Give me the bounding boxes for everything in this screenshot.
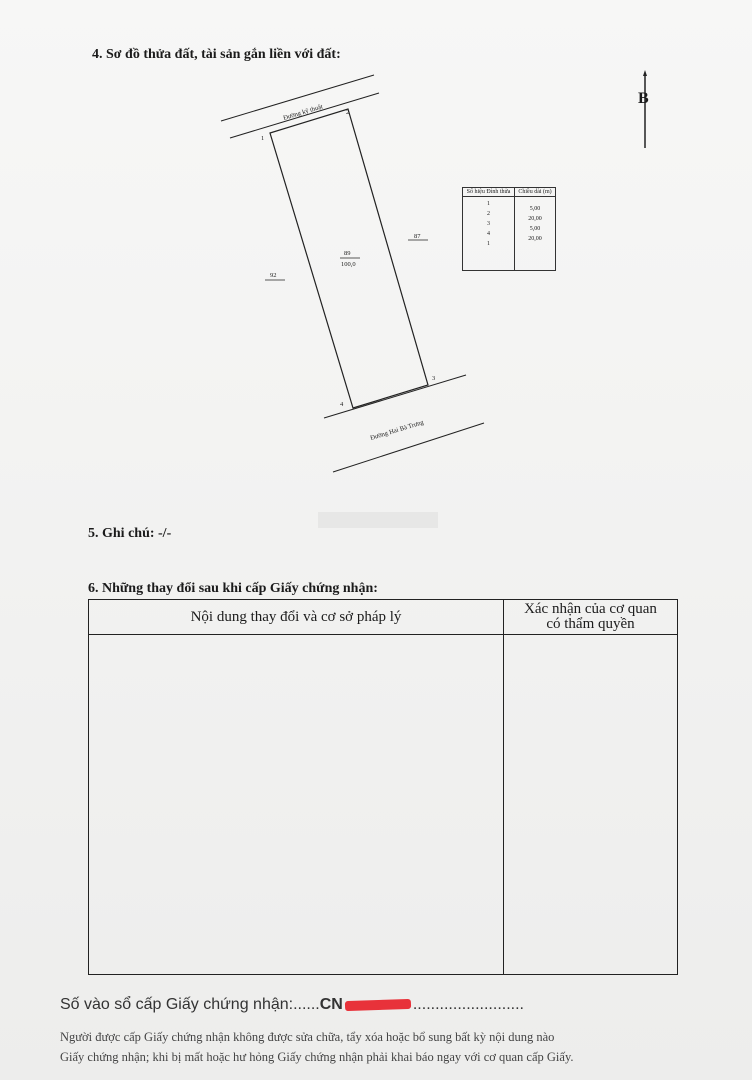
edge-length-table <box>462 187 556 271</box>
bottom-road-label: Đường Hai Bà Trưng <box>369 419 425 442</box>
section4-heading: 4. Sơ đồ thửa đất, tài sản gắn liền với đất: <box>92 47 341 62</box>
length-cell: 20,00 <box>528 236 542 242</box>
header-point: Số hiệu Đỉnh thửa <box>463 188 515 197</box>
parcel-map <box>0 0 752 520</box>
vertex-3: 3 <box>432 375 436 382</box>
registry-prefix: CN <box>319 996 343 1013</box>
registry-dots-before: ...... <box>293 996 320 1013</box>
changes-table <box>88 599 678 975</box>
point-cell: 4 <box>487 231 491 237</box>
vertex-2: 2 <box>346 109 350 116</box>
length-cell: 5,00 <box>529 226 541 232</box>
section5-note: 5. Ghi chú: -/- <box>88 526 172 541</box>
changes-content-cell <box>89 635 504 975</box>
length-cell: 20,00 <box>528 216 542 222</box>
point-cell: 1 <box>487 241 491 247</box>
registry-dots-after: ......................... <box>412 996 524 1013</box>
point-cell: 2 <box>487 211 491 217</box>
parcel-area: 100,0 <box>341 261 356 268</box>
registry-number-line <box>60 996 524 1014</box>
redaction-mark <box>345 999 411 1011</box>
changes-col-content: Nội dung thay đổi và cơ sở pháp lý <box>89 600 504 635</box>
vertex-4: 4 <box>340 401 344 408</box>
vertex-1: 1 <box>261 135 265 142</box>
changes-confirmation-cell <box>504 635 678 975</box>
parcel-outline <box>270 109 428 408</box>
faint-stamp-mark <box>318 512 438 528</box>
registry-label: Số vào sổ cấp Giấy chứng nhận: <box>60 996 294 1013</box>
note-line: Người được cấp Giấy chứng nhận không được sửa chữa, tẩy xóa hoặc bổ sung bất kỳ nội dung nào <box>60 1030 555 1044</box>
note-line: Giấy chứng nhận; khi bị mất hoặc hư hỏng Giấy chứng nhận phải khai báo ngay với cơ quan cấp Giấy. <box>60 1050 574 1064</box>
point-column <box>463 197 515 271</box>
header-length: Chiều dài (m) <box>515 188 556 197</box>
length-cell: 5,00 <box>529 206 541 212</box>
footer-notes <box>60 1027 740 1067</box>
point-cell: 3 <box>487 221 491 227</box>
section6-heading: 6. Những thay đổi sau khi cấp Giấy chứng nhận: <box>88 581 378 596</box>
north-label: B <box>638 90 649 107</box>
top-road-label: Đường kỹ thuật <box>282 103 324 122</box>
parcel-number: 89 <box>344 250 351 257</box>
neighbor-right-label: 87 <box>414 233 421 240</box>
length-column <box>515 197 556 271</box>
neighbor-left-label: 92 <box>270 272 277 279</box>
changes-col-confirmation: Xác nhận của cơ quan có thẩm quyền <box>504 600 678 635</box>
point-cell: 1 <box>487 201 491 207</box>
